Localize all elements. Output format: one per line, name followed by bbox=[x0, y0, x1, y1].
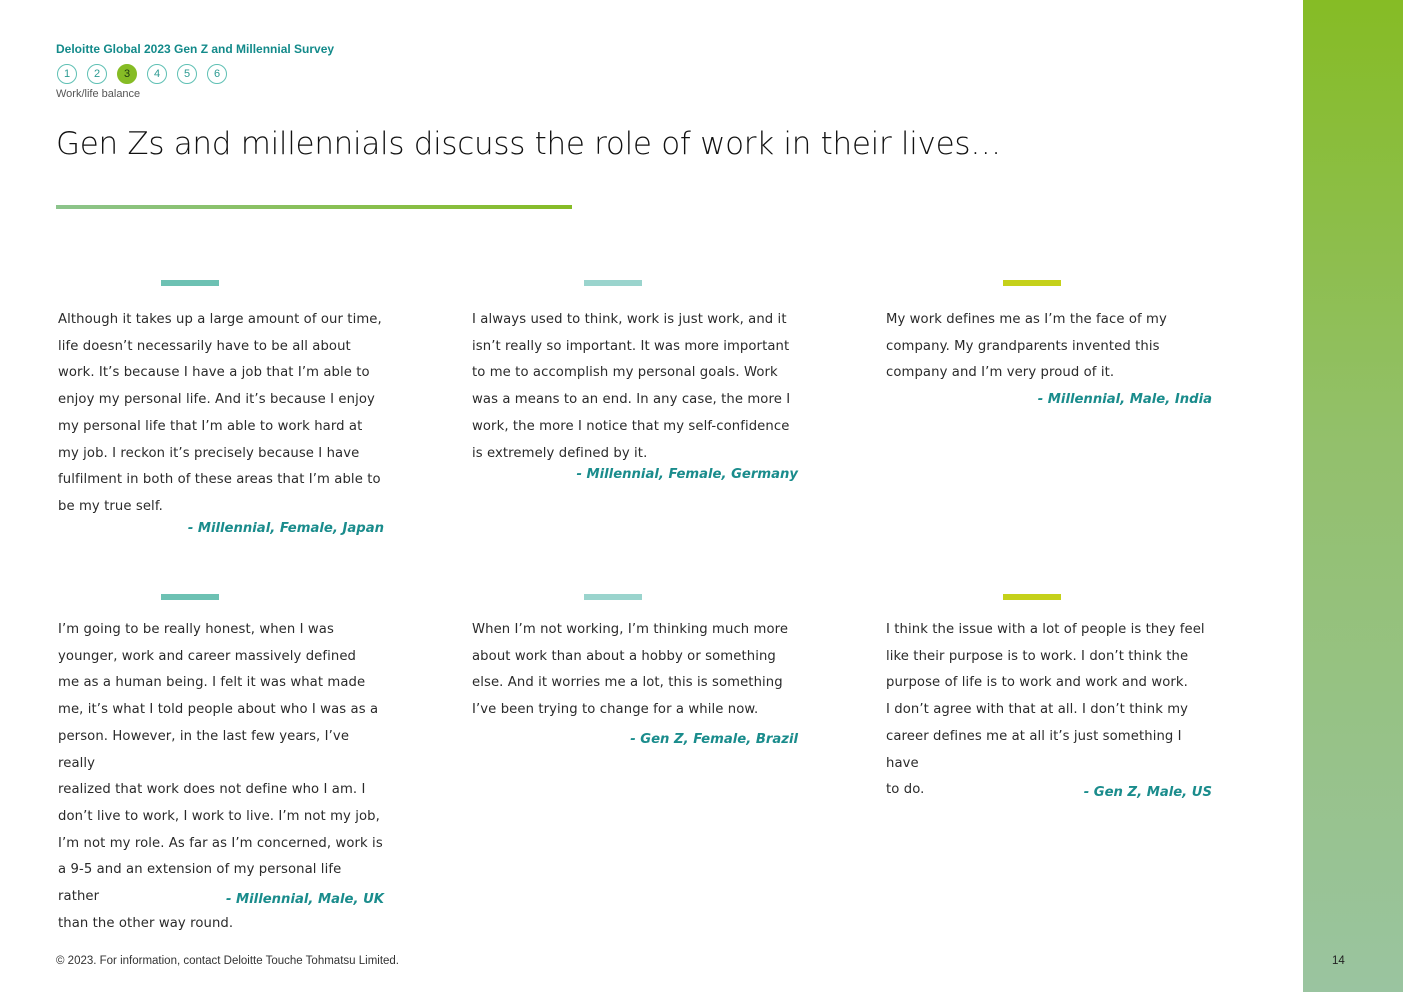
quote-line: My work defines me as I’m the face of my bbox=[886, 312, 1167, 327]
quote-accent-bar bbox=[584, 594, 642, 600]
quote-line: I think the issue with a lot of people is they feel bbox=[886, 622, 1205, 637]
quote-line: my job. I reckon it’s precisely because I have bbox=[58, 445, 360, 461]
quote-line: life doesn’t necessarily have to be all about bbox=[58, 338, 351, 354]
quote-line: I don’t agree with that at all. I don’t think my bbox=[886, 702, 1189, 718]
quote-text bbox=[472, 307, 800, 467]
page-title: Gen Zs and millennials discuss the role of work in their lives… bbox=[56, 126, 1001, 162]
quote-line: was a means to an end. In any case, the more I bbox=[472, 392, 791, 408]
quote-line: career defines me at all it’s just something I have bbox=[886, 728, 1182, 771]
quote-attribution: - Gen Z, Male, US bbox=[1083, 785, 1212, 800]
page-nav-5[interactable]: 5 bbox=[177, 64, 197, 84]
quote-line: else. And it worries me a lot, this is something bbox=[472, 675, 783, 691]
quote-line: enjoy my personal life. And it’s because I enjoy bbox=[58, 392, 375, 408]
quote-line: Although it takes up a large amount of our time, bbox=[58, 312, 382, 327]
decorative-side-band bbox=[1303, 0, 1403, 992]
quote-line: company and I’m very proud of it. bbox=[886, 365, 1115, 381]
quote-line: me as a human being. I felt it was what made bbox=[58, 675, 366, 691]
quote-text bbox=[58, 307, 386, 521]
quote-line: don’t live to work, I work to live. I’m not my job, bbox=[58, 808, 380, 824]
quote-line: is extremely defined by it. bbox=[472, 445, 648, 461]
survey-title: Deloitte Global 2023 Gen Z and Millennial Survey bbox=[56, 42, 335, 56]
quote-attribution: - Millennial, Female, Japan bbox=[187, 521, 384, 536]
quote-line: isn’t really so important. It was more important bbox=[472, 338, 790, 354]
quote-attribution: - Millennial, Male, UK bbox=[225, 892, 384, 907]
quote-line: about work than about a hobby or something bbox=[472, 648, 776, 664]
quote-text bbox=[472, 617, 800, 724]
quote-accent-bar bbox=[161, 280, 219, 286]
quote-attribution: - Millennial, Male, India bbox=[1037, 392, 1212, 407]
quote-line: to me to accomplish my personal goals. Work bbox=[472, 365, 778, 381]
quote-line: purpose of life is to work and work and work. bbox=[886, 675, 1188, 691]
quote-line: I always used to think, work is just work, and it bbox=[472, 312, 787, 327]
heading-divider bbox=[56, 205, 572, 209]
quote-line: company. My grandparents invented this bbox=[886, 338, 1160, 354]
page-nav-6[interactable]: 6 bbox=[207, 64, 227, 84]
quote-line: me, it’s what I told people about who I was as a bbox=[58, 702, 379, 718]
footer-copyright: © 2023. For information, contact Deloitte Touche Tohmatsu Limited. bbox=[56, 955, 400, 967]
quote-line: like their purpose is to work. I don’t think the bbox=[886, 648, 1189, 664]
quote-attribution: - Millennial, Female, Germany bbox=[576, 467, 798, 482]
quote-line: work, the more I notice that my self-confidence bbox=[472, 418, 790, 434]
page-nav-3-active[interactable]: 3 bbox=[117, 64, 137, 84]
quote-line: fulfilment in both of these areas that I’m able to bbox=[58, 472, 381, 488]
quote-text bbox=[58, 617, 386, 937]
section-label: Work/life balance bbox=[56, 88, 141, 100]
quote-accent-bar bbox=[1003, 594, 1061, 600]
quote-line: I’ve been trying to change for a while now. bbox=[472, 702, 759, 718]
quote-line: person. However, in the last few years, I’ve really bbox=[58, 728, 350, 771]
quote-line: younger, work and career massively defined bbox=[58, 648, 357, 664]
quote-line: realized that work does not define who I am. I bbox=[58, 782, 366, 798]
quote-line: I’m not my role. As far as I’m concerned, work is bbox=[58, 835, 383, 851]
quote-line: to do. bbox=[886, 782, 925, 798]
quote-attribution: - Gen Z, Female, Brazil bbox=[630, 732, 798, 747]
quote-accent-bar bbox=[1003, 280, 1061, 286]
quote-line: When I’m not working, I’m thinking much more bbox=[472, 622, 789, 637]
quote-accent-bar bbox=[161, 594, 219, 600]
page-number: 14 bbox=[1332, 955, 1345, 967]
page-navigation bbox=[57, 64, 227, 84]
quote-line: a 9-5 and an extension of my personal life rather bbox=[58, 862, 342, 905]
page-nav-2[interactable]: 2 bbox=[87, 64, 107, 84]
quote-text bbox=[886, 617, 1214, 804]
quote-line: my personal life that I’m able to work hard at bbox=[58, 418, 363, 434]
page-nav-1[interactable]: 1 bbox=[57, 64, 77, 84]
page-nav-4[interactable]: 4 bbox=[147, 64, 167, 84]
quote-line: work. It’s because I have a job that I’m able to bbox=[58, 365, 370, 381]
quote-line: I’m going to be really honest, when I was bbox=[58, 622, 334, 637]
quote-line: than the other way round. bbox=[58, 915, 234, 931]
quote-accent-bar bbox=[584, 280, 642, 286]
quote-line: be my true self. bbox=[58, 498, 163, 514]
quote-text bbox=[886, 307, 1214, 387]
